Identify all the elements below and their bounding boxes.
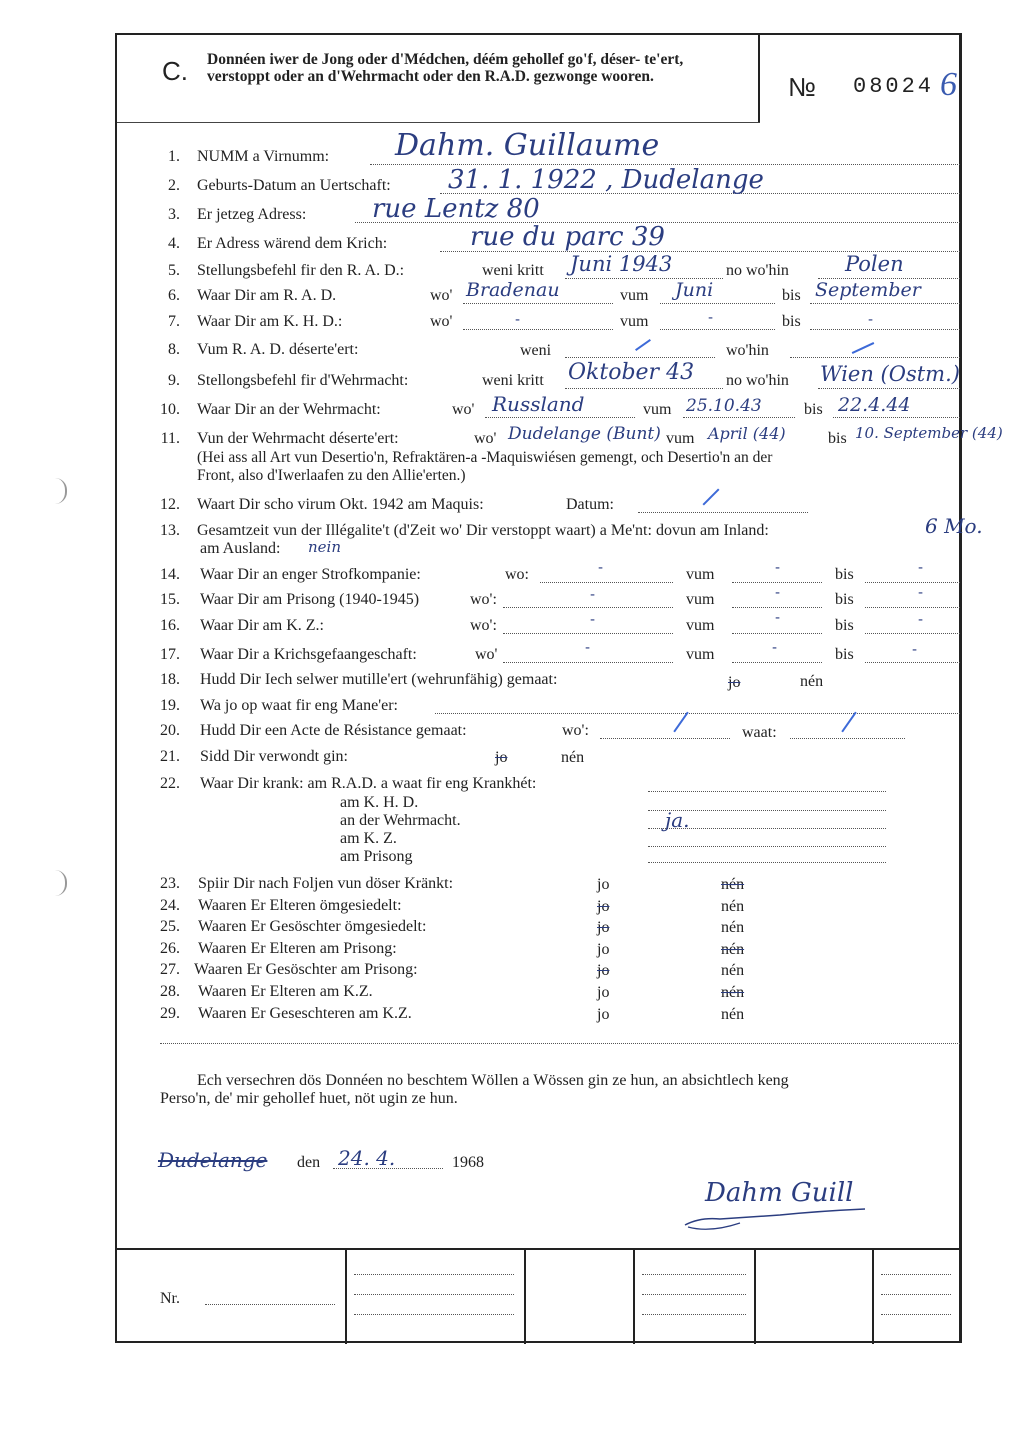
- field-line: [638, 512, 808, 513]
- label-sick-khd: am K. H. D.: [340, 794, 419, 811]
- field-line: [790, 357, 960, 358]
- label-bis: bis: [804, 401, 823, 418]
- label-resistance: Hudd Dir een Acte de Résistance gemaat:: [200, 722, 467, 739]
- row-number: 29.: [160, 1005, 180, 1022]
- label-bis: bis: [782, 313, 801, 330]
- dash-mark: -: [775, 560, 781, 576]
- label-weni: weni: [520, 342, 552, 359]
- label-wo: wo': [430, 313, 453, 330]
- dash-mark: -: [590, 612, 596, 628]
- row-number: 19.: [160, 697, 180, 714]
- field-line: [881, 1294, 951, 1295]
- field-line: [810, 329, 960, 330]
- label-wo: wo': [475, 646, 498, 663]
- label-wo: wo':: [470, 591, 497, 608]
- label-rad-order: Stellungsbefehl fir den R. A. D.:: [197, 262, 405, 279]
- label-wehrmacht-order: Stellongsbefehl fir d'Wehrmacht:: [197, 372, 409, 389]
- value-desert-to[interactable]: 10. September (44): [855, 424, 1003, 442]
- value-date[interactable]: 24. 4.: [338, 1146, 396, 1170]
- value-rad-where[interactable]: Bradenau: [466, 279, 560, 301]
- dash-mark: -: [918, 612, 924, 628]
- value-birth[interactable]: 31. 1. 1922 , Dudelange: [448, 165, 764, 195]
- value-wehrmacht-when[interactable]: Oktober 43: [568, 360, 695, 385]
- option-nen[interactable]: nén: [800, 673, 824, 690]
- value-rad-from[interactable]: Juni: [675, 279, 714, 301]
- field-line: [463, 329, 613, 330]
- value-wehrmacht-where[interactable]: Wien (Ostm.): [820, 362, 960, 386]
- field-line: [503, 662, 673, 663]
- option-jo[interactable]: jo: [597, 898, 610, 915]
- field-line: [881, 1274, 951, 1275]
- row-number: 9.: [168, 372, 180, 389]
- field-line: [732, 582, 822, 583]
- field-line: [205, 1304, 335, 1305]
- row-number: 28.: [160, 983, 180, 1000]
- grid-divider: [345, 1250, 347, 1344]
- field-line: [833, 417, 960, 418]
- value-rad-to[interactable]: September: [815, 279, 921, 301]
- option-jo[interactable]: jo: [597, 962, 610, 979]
- label-consequences: Spiir Dir nach Foljen vun döser Kränkt:: [198, 875, 454, 892]
- label-rad: Waar Dir am R. A. D.: [197, 287, 337, 304]
- label-weni: weni kritt: [482, 372, 544, 389]
- option-nen[interactable]: nén: [721, 876, 745, 893]
- field-line: [865, 662, 960, 663]
- value-desert-where[interactable]: Dudelange (Bunt): [508, 424, 661, 444]
- declaration-line-1: Ech versechren dös Donnéen no beschtem Wöllen a Wössen gin ze hun, an absichtlech keng: [197, 1072, 789, 1089]
- row-number: 24.: [160, 897, 180, 914]
- field-line: [865, 582, 960, 583]
- divider: [160, 1043, 960, 1044]
- value-war-address[interactable]: rue du parc 39: [470, 222, 665, 252]
- field-line: [683, 417, 795, 418]
- row-number: 4.: [168, 235, 180, 252]
- value-address[interactable]: rue Lentz 80: [372, 194, 540, 224]
- note-line-1: (Hei ass all Art vun Desertio'n, Refraktären-a -Maquiswiésen gemengt, och Desertio'n an der: [197, 449, 773, 466]
- label-khd: Waar Dir am K. H. D.:: [197, 313, 343, 330]
- section-letter: C.: [162, 56, 188, 86]
- value-inland[interactable]: 6 Mo.: [925, 514, 983, 538]
- dash-mark: -: [598, 560, 604, 576]
- label-strofkompanie: Waar Dir an enger Strofkompanie:: [200, 566, 421, 583]
- label-wo: wo':: [470, 617, 497, 634]
- label-wo: wo': [474, 430, 497, 447]
- label-mutilated: Hudd Dir Iech selwer mutille'ert (wehrunfähig) gemaat:: [200, 671, 558, 688]
- field-line: [354, 1294, 514, 1295]
- label-sick-kz: am K. Z.: [340, 830, 397, 847]
- field-line: [354, 1314, 514, 1315]
- row-number: 20.: [160, 722, 180, 739]
- field-line: [865, 633, 960, 634]
- label-wo: wo': [452, 401, 475, 418]
- label-address: Er jetzeg Adress:: [197, 206, 307, 223]
- header-divider: [758, 35, 760, 123]
- dash-mark: -: [515, 312, 521, 328]
- label-vum: vum: [666, 430, 695, 447]
- label-birth: Geburts-Datum an Uertschaft:: [197, 177, 391, 194]
- signature[interactable]: Dahm Guill: [705, 1178, 854, 1208]
- label-vum: vum: [686, 566, 715, 583]
- dash-mark: -: [918, 585, 924, 601]
- label-vum: vum: [620, 313, 649, 330]
- option-jo[interactable]: jo: [597, 876, 610, 893]
- label-bis: bis: [835, 591, 854, 608]
- option-nen[interactable]: nén: [721, 984, 745, 1001]
- option-nen[interactable]: nén: [721, 919, 745, 936]
- label-vum: vum: [686, 646, 715, 663]
- label-siblings-prison: Waaren Er Gesöschter am Prisong:: [194, 961, 418, 978]
- label-bis: bis: [782, 287, 801, 304]
- field-line: [565, 388, 723, 389]
- row-number: 26.: [160, 940, 180, 957]
- dash-mark: -: [868, 312, 874, 328]
- label-den: den: [297, 1154, 321, 1171]
- label-wohin: wo'hin: [726, 342, 769, 359]
- value-place[interactable]: Dudelange: [158, 1148, 268, 1172]
- row-number: 11.: [160, 430, 180, 447]
- label-bis: bis: [835, 617, 854, 634]
- dash-mark: -: [775, 585, 781, 601]
- value-sick-wehrmacht[interactable]: ja.: [665, 808, 690, 832]
- row-number: 10.: [160, 401, 180, 418]
- label-datum: Datum:: [566, 496, 614, 513]
- option-jo[interactable]: jo: [728, 674, 741, 691]
- label-pow: Waar Dir a Krichsgefaangeschaft:: [200, 646, 417, 663]
- option-nen[interactable]: nén: [561, 749, 585, 766]
- field-line: [648, 791, 886, 792]
- label-sick: Waar Dir krank: am R.A.D. a waat fir eng Krankhét:: [200, 775, 537, 792]
- field-line: [503, 607, 673, 608]
- label-year: 1968: [452, 1154, 484, 1171]
- option-nen[interactable]: nén: [721, 962, 745, 979]
- row-number: 7.: [168, 313, 180, 330]
- row-number: 25.: [160, 918, 180, 935]
- field-line: [540, 582, 673, 583]
- label-ausland: am Ausland:: [200, 540, 281, 557]
- row-number: 8.: [168, 341, 180, 358]
- number-symbol: №: [788, 72, 816, 102]
- label-parents-resettled: Waaren Er Elteren ömgesiedelt:: [198, 897, 402, 914]
- label-kz: Waar Dir am K. Z.:: [200, 617, 324, 634]
- option-jo[interactable]: jo: [597, 919, 610, 936]
- field-line: [463, 303, 613, 304]
- label-weni: weni kritt: [482, 262, 544, 279]
- label-wo: wo':: [562, 722, 589, 739]
- field-line: [732, 662, 822, 663]
- form-number: 08024: [853, 74, 935, 99]
- value-wehrmacht-where[interactable]: Russland: [492, 392, 585, 416]
- option-nen[interactable]: nén: [721, 898, 745, 915]
- label-siblings-kz: Waaren Er Geseschteren am K.Z.: [198, 1005, 412, 1022]
- grid-divider: [872, 1250, 874, 1344]
- value-wehrmacht-from[interactable]: 25.10.43: [686, 396, 762, 416]
- row-number: 5.: [168, 262, 180, 279]
- dash-mark: -: [775, 610, 781, 626]
- dash-mark: -: [708, 310, 714, 326]
- label-sick-wehrmacht: an der Wehrmacht.: [340, 812, 461, 829]
- label-vum: vum: [686, 617, 715, 634]
- grid-divider: [754, 1250, 756, 1344]
- label-vum: vum: [686, 591, 715, 608]
- field-line: [865, 607, 960, 608]
- office-use-grid: [117, 1248, 960, 1344]
- field-line: [565, 357, 715, 358]
- label-rad-desert: Vum R. A. D. déserte'ert:: [197, 341, 359, 358]
- declaration-line-2: Perso'n, de' mir gehollef huet, nöt ugin ze hun.: [160, 1090, 458, 1107]
- dash-mark: -: [912, 642, 918, 658]
- field-line: [485, 417, 635, 418]
- label-wounded: Sidd Dir verwondt gin:: [200, 748, 348, 765]
- punch-hole-bottom: [55, 870, 67, 896]
- field-line: [660, 303, 775, 304]
- label-bis: bis: [835, 566, 854, 583]
- field-line: [648, 862, 886, 863]
- row-number: 22.: [160, 775, 180, 792]
- label-parents-prison: Waaren Er Elteren am Prisong:: [198, 940, 397, 957]
- label-wehrmacht: Waar Dir an der Wehrmacht:: [197, 401, 381, 418]
- label-nr: Nr.: [160, 1290, 180, 1307]
- label-vum: vum: [643, 401, 672, 418]
- field-line: [810, 303, 960, 304]
- field-line: [354, 1274, 514, 1275]
- option-jo[interactable]: jo: [597, 941, 610, 958]
- label-manner: Wa jo op waat fir eng Mane'er:: [200, 697, 398, 714]
- label-maquis: Waart Dir scho virum Okt. 1942 am Maquis:: [197, 496, 484, 513]
- label-siblings-resettled: Waaren Er Gesöschter ömgesiedelt:: [198, 918, 427, 935]
- field-line: [790, 738, 905, 739]
- dash-mark: -: [590, 587, 596, 603]
- field-line: [435, 713, 960, 714]
- label-wohin: no wo'hin: [726, 372, 789, 389]
- number-handwritten-mark: 6: [940, 66, 957, 103]
- field-line: [732, 607, 822, 608]
- field-line: [648, 846, 886, 847]
- option-nen[interactable]: nén: [721, 941, 745, 958]
- row-number: 18.: [160, 671, 180, 688]
- row-number: 27.: [160, 961, 180, 978]
- field-line: [600, 738, 730, 739]
- punch-hole-top: [55, 478, 67, 504]
- dash-mark: -: [772, 640, 778, 656]
- option-nen[interactable]: nén: [721, 1006, 745, 1023]
- grid-divider: [524, 1250, 526, 1344]
- row-number: 21.: [160, 748, 180, 765]
- row-number: 3.: [168, 206, 180, 223]
- row-number: 12.: [160, 496, 180, 513]
- field-line: [732, 633, 822, 634]
- option-jo[interactable]: jo: [495, 749, 508, 766]
- header-text: Donnéen iwer de Jong oder d'Médchen, déém gehollef go'f, déser- te'ert, verstoppt oder an d'Wehrmacht oder den R.A.D. gezwonge wooren.: [207, 51, 684, 85]
- label-sick-prisong: am Prisong: [340, 848, 413, 865]
- field-line: [503, 633, 673, 634]
- row-number: 1.: [168, 148, 180, 165]
- label-parents-kz: Waaren Er Elteren am K.Z.: [198, 983, 373, 1000]
- row-number: 2.: [168, 177, 180, 194]
- label-name: NUMM a Virnumm:: [197, 148, 330, 165]
- note-line-2: Front, also d'Iwerlaafen zu den Allie'erten.): [197, 467, 466, 484]
- field-line: [881, 1314, 951, 1315]
- value-rad-where[interactable]: Polen: [845, 252, 904, 276]
- row-number: 17.: [160, 646, 180, 663]
- label-wohin: no wo'hin: [726, 262, 789, 279]
- label-prisong: Waar Dir am Prisong (1940-1945): [200, 591, 420, 608]
- row-number: 14.: [160, 566, 180, 583]
- dash-mark: -: [918, 560, 924, 576]
- value-rad-when[interactable]: Juni 1943: [570, 252, 673, 276]
- label-wehrmacht-desert: Vun der Wehrmacht déserte'ert:: [197, 430, 399, 447]
- row-number: 23.: [160, 875, 180, 892]
- option-jo[interactable]: jo: [597, 984, 610, 1001]
- value-name[interactable]: Dahm. Guillaume: [395, 128, 660, 163]
- value-wehrmacht-to[interactable]: 22.4.44: [838, 394, 911, 416]
- label-wo: wo:: [505, 566, 529, 583]
- header-rule: [117, 122, 760, 123]
- row-number: 13.: [160, 522, 180, 539]
- row-number: 15.: [160, 591, 180, 608]
- value-ausland[interactable]: nein: [308, 538, 341, 556]
- row-number: 6.: [168, 287, 180, 304]
- dash-mark: -: [585, 640, 591, 656]
- option-jo[interactable]: jo: [597, 1006, 610, 1023]
- grid-divider: [633, 1250, 635, 1344]
- signature-flourish: [680, 1205, 870, 1235]
- field-line: [642, 1274, 746, 1275]
- label-bis: bis: [828, 430, 847, 447]
- field-line: [818, 388, 960, 389]
- label-vum: vum: [620, 287, 649, 304]
- label-waat: waat:: [742, 724, 777, 741]
- field-line: [642, 1314, 746, 1315]
- label-war-address: Er Adress wärend dem Krich:: [197, 235, 388, 252]
- label-bis: bis: [835, 646, 854, 663]
- value-desert-from[interactable]: April (44): [708, 424, 786, 443]
- field-line: [660, 329, 775, 330]
- label-wo: wo': [430, 287, 453, 304]
- label-illegality: Gesamtzeit vun der Illégalite't (d'Zeit wo' Dir verstoppt waart) a Me'nt: dovun am Inland:: [197, 522, 769, 539]
- field-line: [642, 1294, 746, 1295]
- row-number: 16.: [160, 617, 180, 634]
